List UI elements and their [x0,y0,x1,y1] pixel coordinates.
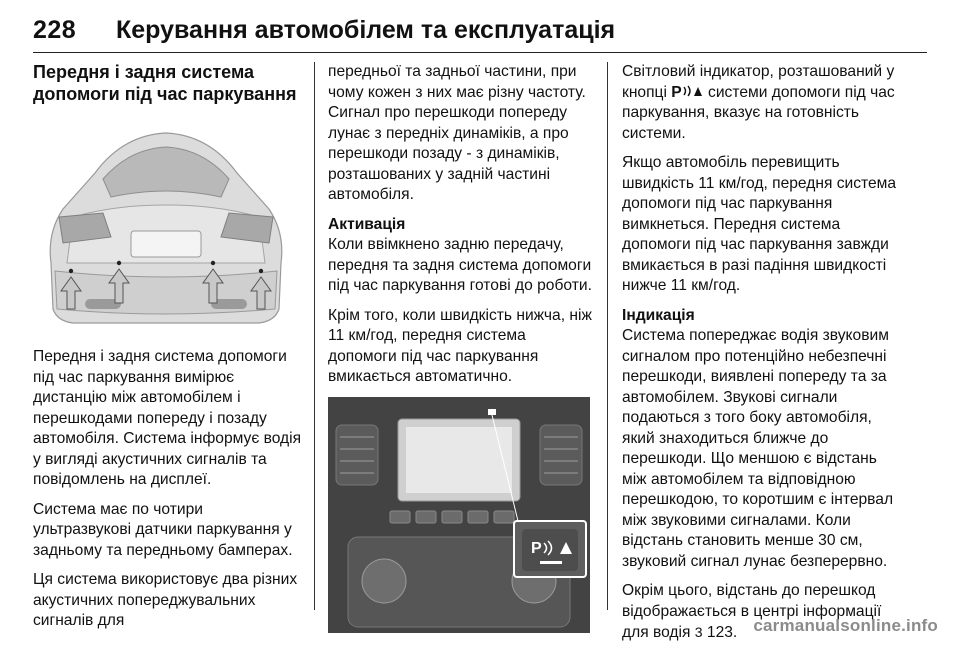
section-title: Передня і задня система допомоги під час паркування [33,62,297,104]
page-header [33,12,927,53]
column-1 [33,62,303,641]
paragraph: Система має по чотири ультразвукові датчики паркування у задньому та передньому бамперах. [33,500,293,559]
paragraph [622,62,897,144]
column-2 [328,62,593,633]
paragraph-text: системи допомоги під час паркування, вказує на готовність системи. [622,83,895,142]
watermark: carmanualsonline.info [753,616,938,635]
figure-car-rear-sensors [33,113,299,333]
paragraph: передньої та задньої частини, при чому кожен з них має різну частоту. Сигнал про перешкоди попереду лунає з передніх динаміків, а про перешкоди позаду - з динаміків, розташованих у задній частині автомобіля. [328,63,586,203]
subheading-activation: Активація [328,215,406,233]
paragraph: Коли ввімкнено задню передачу, передня та задня система допомоги під час паркування готові до роботи. [328,236,592,294]
page-number: 228 [33,16,77,44]
parking-assist-icon: P [671,84,703,101]
page-reference-link[interactable]: 123. [706,624,738,641]
svg-text:P: P [531,539,542,557]
subheading-indication: Індикація [622,306,695,324]
paragraph-text: Окрім цього, відстань до перешкод відображається в центрі інформації для водія [622,582,882,641]
paragraph-text: Світловий індикатор, розташований у кнопці [622,63,895,101]
car-rear-illustration [33,113,299,333]
column-divider [314,62,315,610]
column-3 [622,62,897,653]
paragraph: Крім того, коли швидкість нижча, ніж 11 км/год, передня система допомоги під час паркування вмикається автоматично. [328,306,592,385]
page-reference-icon: 3 [694,624,703,640]
figure-dashboard-button [328,397,590,633]
column-divider [607,62,608,610]
paragraph: Якщо автомобіль перевищить швидкість 11 км/год, передня система допомоги під час паркування вимкнеться. Передня система допомоги під час паркування завжди вмикається в разі падіння швидкості нижче 11 км/год. [622,154,897,294]
chapter-title: Керування автомобілем та експлуатація [116,16,616,44]
paragraph: Передня і задня система допомоги під час паркування вимірює дистанцію між автомобілем і перешкодами попереду і позаду автомобіля. Система інформує водія у вигляді акустичних сигналів та повідомлень на дисплеї. [33,348,302,488]
paragraph: Ця система використовує два різних акустичних попереджувальних сигналів для [33,571,298,629]
dashboard-illustration [328,397,590,633]
paragraph: Система попереджає водія звуковим сигналом про потенційно небезпечні перешкоди, виявлені попереду та за автомобілем. Звукові сигнали подаються з того боку автомобіля, який знаходиться ближче до перешкоди. Що меншою є відстань між автомобілем та відповідною перешкодою, то коротшим є інтервал між звуковими сигналами. Коли відстань становить менше 30 см, звуковий сигнал лунає безперервно. [622,327,894,570]
